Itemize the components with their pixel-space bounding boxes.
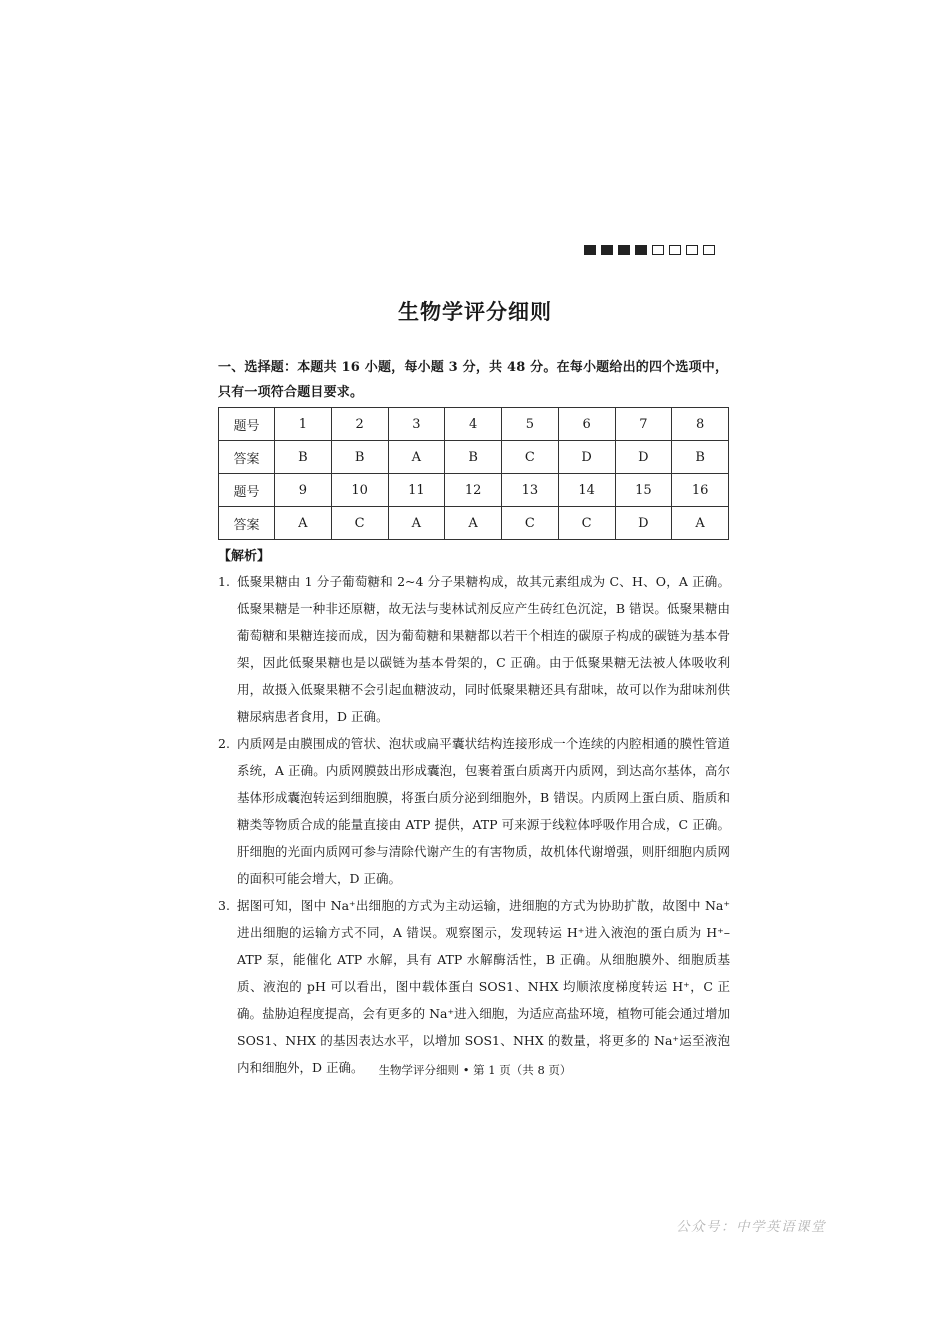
table-cell: 1 xyxy=(275,408,332,441)
table-cell: 2 xyxy=(331,408,388,441)
analysis-item xyxy=(218,892,730,1081)
table-cell: B xyxy=(331,441,388,474)
analysis-item xyxy=(218,568,730,730)
table-cell: 答案 xyxy=(219,507,275,540)
page-footer: 生物学评分细则 • 第 1 页（共 8 页） xyxy=(378,1063,572,1077)
page-title: 生物学评分细则 xyxy=(398,299,552,324)
table-cell: 答案 xyxy=(219,441,275,474)
table-cell: B xyxy=(445,441,502,474)
table-cell: A xyxy=(388,441,445,474)
table-cell: 9 xyxy=(275,474,332,507)
progress-square-empty xyxy=(686,245,698,255)
table-row xyxy=(219,507,729,540)
progress-square-filled xyxy=(601,245,613,255)
watermark: 公众号：中学英语课堂 xyxy=(676,1219,826,1235)
progress-square-filled xyxy=(584,245,596,255)
table-cell: C xyxy=(331,507,388,540)
table-cell: C xyxy=(558,507,615,540)
table-cell: 12 xyxy=(445,474,502,507)
table-cell: 15 xyxy=(615,474,672,507)
analysis-item xyxy=(218,730,730,892)
table-cell: D xyxy=(615,507,672,540)
table-row xyxy=(219,474,729,507)
table-cell: D xyxy=(615,441,672,474)
table-row xyxy=(219,441,729,474)
table-cell: A xyxy=(445,507,502,540)
table-cell: B xyxy=(672,441,729,474)
table-cell: B xyxy=(275,441,332,474)
table-cell: C xyxy=(502,507,559,540)
table-cell: 题号 xyxy=(219,408,275,441)
table-cell: A xyxy=(275,507,332,540)
table-cell: C xyxy=(502,441,559,474)
progress-square-filled xyxy=(635,245,647,255)
table-cell: 8 xyxy=(672,408,729,441)
analysis-label: 【解析】 xyxy=(218,549,271,564)
table-cell: A xyxy=(672,507,729,540)
table-cell: D xyxy=(558,441,615,474)
table-cell: A xyxy=(388,507,445,540)
table-cell: 4 xyxy=(445,408,502,441)
answer-table xyxy=(218,407,729,540)
table-row xyxy=(219,408,729,441)
progress-square-filled xyxy=(618,245,630,255)
progress-square-empty xyxy=(652,245,664,255)
item-number: 2. xyxy=(218,736,230,751)
table-cell: 10 xyxy=(331,474,388,507)
item-text: 内质网是由膜围成的管状、泡状或扁平囊状结构连接形成一个连续的内腔相通的膜性管道系统，A 正确。内质网膜鼓出形成囊泡，包裹着蛋白质离开内质网，到达高尔基体，高尔基体形成囊泡转运到细胞膜，将蛋白质分泌到细胞外，B 错误。内质网上蛋白质、脂质和糖类等物质合成的能量直接由 ATP 提供，ATP 可来源于线粒体呼吸作用合成，C 正确。肝细胞的光面内质网可参与清除代谢产生的有害物质，故机体代谢增强，则肝细胞内质网的面积可能会增大，D 正确。 xyxy=(237,736,730,886)
table-cell: 6 xyxy=(558,408,615,441)
item-number: 3. xyxy=(218,898,230,913)
item-number: 1. xyxy=(218,574,230,589)
item-text: 低聚果糖由 1 分子葡萄糖和 2~4 分子果糖构成，故其元素组成为 C、H、O，A 正确。低聚果糖是一种非还原糖，故无法与斐林试剂反应产生砖红色沉淀，B 错误。低聚果糖由葡萄糖和果糖连接而成，因为葡萄糖和果糖都以若干个相连的碳原子构成的碳链为基本骨架，因此低聚果糖也是以碳链为基本骨架的，C 正确。由于低聚果糖无法被人体吸收利用，故摄入低聚果糖不会引起血糖波动，同时低聚果糖还具有甜味，故可以作为甜味剂供糖尿病患者食用，D 正确。 xyxy=(237,574,730,724)
table-cell: 5 xyxy=(502,408,559,441)
table-cell: 14 xyxy=(558,474,615,507)
section-instruction: 一、选择题：本题共 16 小题，每小题 3 分，共 48 分。在每小题给出的四个选项中，只有一项符合题目要求。 xyxy=(218,360,729,400)
table-cell: 16 xyxy=(672,474,729,507)
table-cell: 11 xyxy=(388,474,445,507)
table-cell: 3 xyxy=(388,408,445,441)
page-progress-indicator xyxy=(584,245,715,255)
progress-square-empty xyxy=(703,245,715,255)
table-cell: 7 xyxy=(615,408,672,441)
table-cell: 题号 xyxy=(219,474,275,507)
item-text: 据图可知，图中 Na⁺出细胞的方式为主动运输，进细胞的方式为协助扩散，故图中 Na⁺进出细胞的运输方式不同，A 错误。观察图示，发现转运 H⁺进入液泡的蛋白质为 H⁺–ATP 泵，能催化 ATP 水解，具有 ATP 水解酶活性，B 正确。从细胞膜外、细胞质基质、液泡的 pH 可以看出，图中载体蛋白 SOS1、NHX 均顺浓度梯度转运 H⁺，C 正确。盐胁迫程度提高，会有更多的 Na⁺进入细胞，为适应高盐环境，植物可能会通过增加 SOS1、NHX 的基因表达水平，以增加 SOS1、NHX 的数量，将更多的 Na⁺运至液泡内和细胞外，D 正确。 xyxy=(237,898,730,1075)
table-cell: 13 xyxy=(502,474,559,507)
progress-square-empty xyxy=(669,245,681,255)
